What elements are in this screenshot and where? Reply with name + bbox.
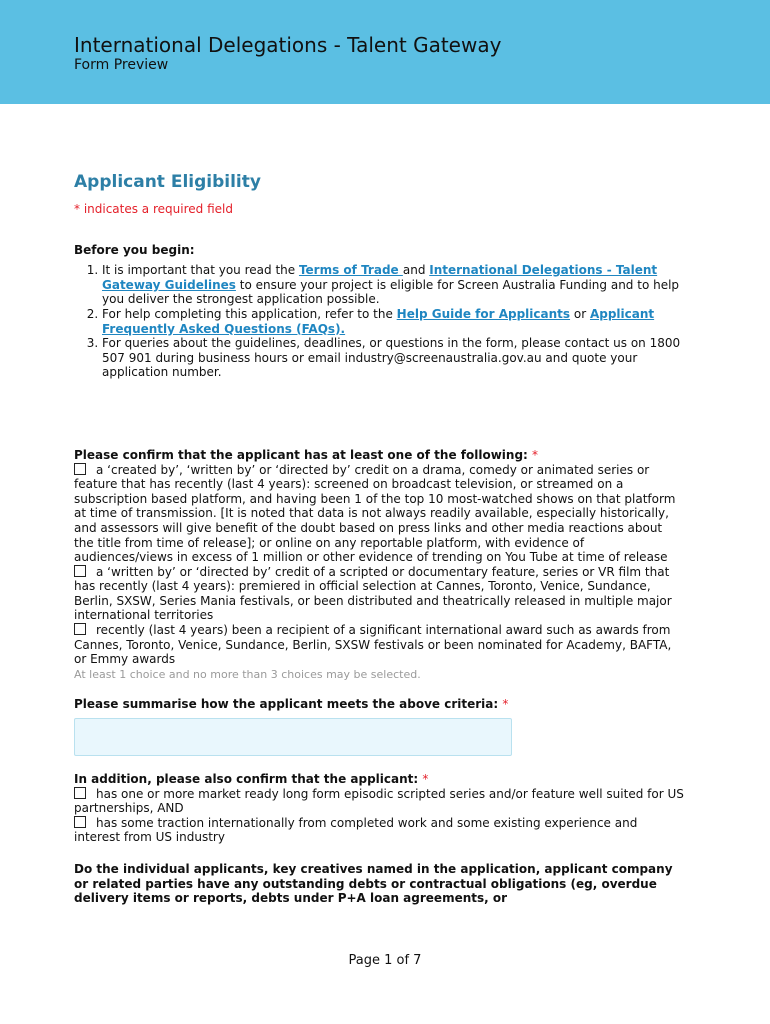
checkbox[interactable] [74, 463, 86, 475]
checkbox-option[interactable] [74, 565, 684, 623]
selection-hint: At least 1 choice and no more than 3 choices may be selected. [74, 667, 421, 681]
checkbox[interactable] [74, 787, 86, 799]
guidelines-link[interactable]: International Delegations - Talent Gateway Guidelines [102, 263, 658, 292]
option-text: has one or more market ready long form episodic scripted series and/or feature well suited for US partnerships, AND [74, 786, 684, 816]
question-eligibility-criteria [74, 448, 684, 683]
question-label [74, 448, 684, 463]
checkbox-option[interactable] [74, 787, 684, 816]
required-asterisk: * [532, 447, 539, 462]
required-asterisk: * [422, 772, 429, 787]
checkbox-option[interactable] [74, 623, 684, 667]
label-text: Please confirm that the applicant has at least one of the following: [74, 447, 533, 462]
option-text: a ‘created by’, ‘written by’ or ‘directed by’ credit on a drama, comedy or animated series or feature that has recently (last 4 years): screened on broadcast television, or streamed on a subscription based platform, and having been 1 of the top 10 most-watched shows on that platform at time of transmission. [It is noted that data is not always readily available, especially historically, and assessors will give benefit of the doubt based on press links and other media reactions about the title from time of release]; or online on any reportable platform, with evidence of audiences/views in excess of 1 million or other evidence of trending on You Tube at time of release [74, 462, 676, 565]
page-number: Page 1 of 7 [348, 953, 422, 968]
question-additional-confirmation [74, 772, 684, 845]
list-item [102, 263, 684, 307]
section-title: Applicant Eligibility [74, 172, 261, 192]
checkbox-option[interactable] [74, 816, 684, 845]
form-content [74, 170, 684, 906]
summary-textarea[interactable] [74, 718, 512, 756]
form-header [0, 0, 770, 104]
required-field-note: * indicates a required field [74, 202, 233, 216]
label-text: Please summarise how the applicant meets the above criteria: [74, 697, 503, 712]
item-text: or [570, 306, 590, 321]
checkbox[interactable] [74, 565, 86, 577]
before-you-begin-list [74, 263, 684, 380]
item-text: and [402, 263, 430, 278]
terms-of-trade-link[interactable]: Terms of Trade [298, 263, 403, 278]
question-label [74, 772, 684, 787]
option-text: recently (last 4 years) been a recipient of a significant international award such as awards from Cannes, Toronto, Venice, Sundance, Berlin, SXSW festivals or been nominated for Academy, BAFTA, or Emmy awards [74, 623, 672, 667]
label-text: In addition, please also confirm that the applicant: [74, 772, 423, 787]
before-you-begin-heading: Before you begin: [74, 242, 195, 257]
option-text: has some traction internationally from completed work and some existing experience and interest from US industry [74, 815, 638, 845]
option-text: a ‘written by’ or ‘directed by’ credit of a scripted or documentary feature, series or VR film that has recently (last 4 years): premiered in official selection at Cannes, Toronto, Venice, Sundance, Berlin, SXSW, Series Mania festivals, or been distributed and theatrically released in multiple major international territories [74, 564, 672, 623]
checkbox[interactable] [74, 623, 86, 635]
list-item: 3. For queries about the guidelines, deadlines, or questions in the form, please contact us on 1800 507 901 during business hours or email industry@screenaustralia.gov.au and quote your application number. [102, 336, 684, 380]
form-title: International Delegations - Talent Gateway [74, 33, 502, 57]
item-text: It is important that you read the [102, 263, 299, 278]
required-asterisk: * [502, 697, 509, 712]
checkbox[interactable] [74, 816, 86, 828]
help-guide-link[interactable]: Help Guide for Applicants [396, 306, 571, 321]
question-label [74, 697, 684, 712]
list-item [102, 307, 684, 336]
item-text: to ensure your project is eligible for Screen Australia Funding and to help you deliver the strongest application possible. [102, 277, 680, 307]
checkbox-option[interactable] [74, 463, 684, 565]
question-outstanding-debts: Do the individual applicants, key creatives named in the application, applicant company or related parties have any outstanding debts or contractual obligations (eg, overdue delivery items or reports, debts under P+A loan agreements, or [74, 862, 673, 906]
question-summary [74, 697, 684, 756]
item-text: For help completing this application, refer to the [102, 306, 397, 321]
form-subtitle: Form Preview [74, 57, 169, 73]
faqs-link[interactable]: Applicant Frequently Asked Questions (FAQs). [102, 306, 655, 336]
